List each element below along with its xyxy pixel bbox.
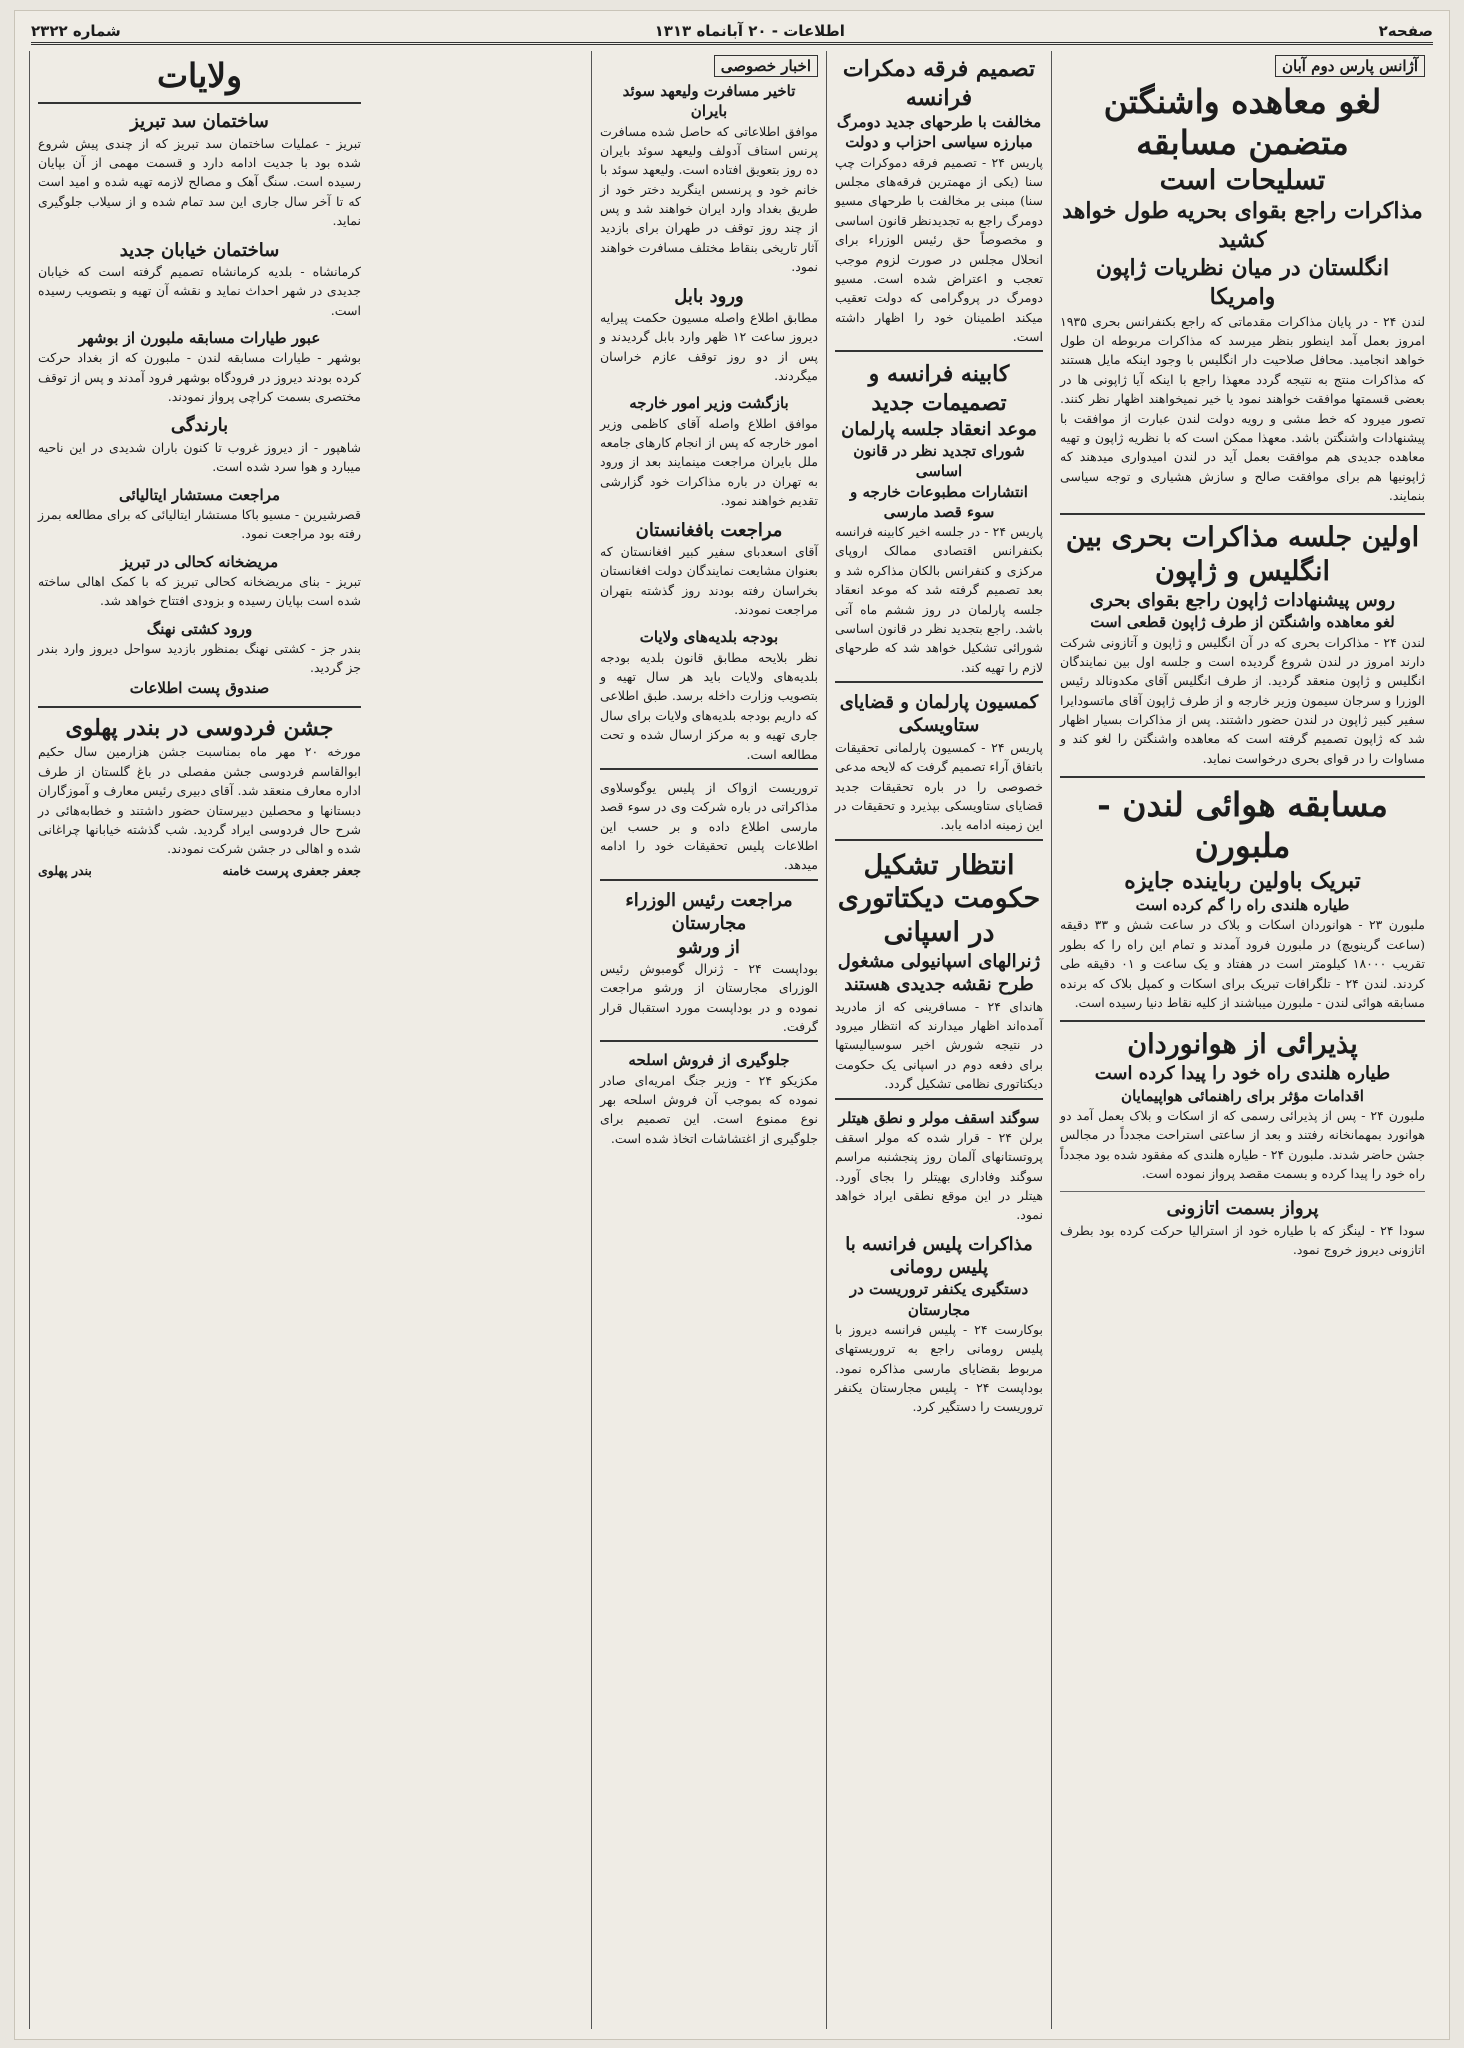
article-body: تروریست ازواک از پلیس یوگوسلاوی مذاکراتی در باره شرکت وی در سوء قصد مارسی اطلاع داده و بر حسب این اطلاعات پلیس تحقیقات خود را ادامه میدهد. (600, 779, 818, 873)
article-naval-talks (1060, 521, 1425, 768)
article-body: نظر بلایحه مطابق قانون بلدیه بودجه بلدیه‌های ولایات باید هر سال تهیه و بتصویب وزارت داخله برسد. طبق اطلاعی که داریم بودجه بلدیه‌های ولایات برای سال جاری تهیه و به مرکز ارسال شده و تحت مطالعه است. (600, 649, 818, 762)
article-aviator-reception (1060, 1028, 1425, 1183)
article-body: لندن ۲۴ - مذاکرات بحری که در آن انگلیس و ژاپون و آتازونی شرکت دارند امروز در لندن شروع گردیده است و جلسه اول بین نمایندگان انگلیس و ژاپون منعقد گردید. از طرف انگلیس آقای مکدونالد رئیس الوزرا و سرجان سیمون وزیر خارجه و از طرف ژاپون آقای ماتسودایرا سفیر کبیر ژاپون در لندن حضور داشتند. پس از مذاکرات بسیار اظهار شد که ژاپون تصمیم گرفته است که معاهده واشنگتن را لغو کند و مساوات را در قوای بحری درخواست نماید. (1060, 634, 1426, 766)
headline: مراجعت رئیس الوزراء مجارستان (625, 889, 793, 935)
article-body: موافق اطلاع واصله آقای کاظمی وزیر امور خارجه که پس از انجام کارهای جامعه ملل بایران مراجعت مینمایند بعد از ورود به تهران در باره مذاکرات خود گزارشی تقدیم خواهند نمود. (600, 415, 818, 509)
headline: ورود کشتی نهنگ (146, 619, 253, 638)
article-ship-nahang (38, 619, 361, 698)
headline: بازگشت وزیر امور خارجه (629, 394, 789, 413)
article-body: شاهپور - از دیروز غروب تا کنون باران شدیدی در این ناحیه میبارد و هوا سرد شده است. (38, 439, 361, 475)
subheadline: ژنرالهای اسپانیولی مشغول طرح نقشه جدیدی هستند (837, 950, 1041, 996)
article-rainfall (38, 414, 361, 476)
article-body: تبریز - بنای مریضخانه کحالی تبریز که با کمک اهالی ساخته شده است بپایان رسیده و بزودی افتتاح خواهد شد. (38, 573, 361, 609)
headline: تصمیم فرقه دمکرات فرانسه (842, 56, 1036, 111)
article-body: قصرشیرین - مسیو باکا مستشار ایتالیائی که برای مطالعه بمرز رفته بود مراجعت نمود. (38, 506, 361, 542)
signature (38, 863, 361, 878)
headline: سوگند اسقف مولر و نطق هیتلر (838, 1108, 1040, 1127)
column-1 (1051, 51, 1433, 2029)
author-location: بندر پهلوی (38, 862, 92, 878)
subheadline: انگلستان در میان نظریات ژاپون وامریکا (1095, 255, 1390, 311)
divider (38, 102, 361, 104)
column-2 (826, 51, 1051, 2029)
section-title: ولایات (156, 56, 243, 95)
article-body: لندن ۲۴ - در پایان مذاکرات مقدماتی که راجع بکنفرانس بحری ۱۹۳۵ امروز بعمل آمد اینطور بنظر میرسد که مذاکرات مربوطه ان طول خواهد انجامید. محافل صلاحیت دار انگلیس با وجود اینکه مایل هستند که مذاکرات منتج به نتیجه گردد معهذا راجع با اینکه آیا ژاپونی ها در بعضی قسمتها موافقت خواهند نمود یا خیر نمیخواهند اظهار نظر کنند. تصور میرود که خط مشی و رویه دولت لندن عبارت از موافقت با پیشنهادات واشنگتن باشد. معهذا ممکن است که با نظریه ژاپون و تهیه معاهده جدیدی هم موافقت بعمل آید در لندن امیدواری میدهند که ژاپونیها هم برای موافقت صالح و سازش هشیاری و توجه سیاسی بنمایند. (1060, 313, 1425, 503)
column-3 (591, 51, 826, 2029)
article-french-democrats (835, 55, 1043, 352)
headline: پرواز بسمت اتازونی (1166, 1198, 1319, 1220)
page-number: صفحه۲ (1378, 21, 1433, 40)
article-body: کرمانشاه - بلدیه کرمانشاه تصمیم گرفته است که خیابان جدیدی در شهر احداث نماید و نقشه آن تهیه و بتصویب رسیده است. (38, 263, 361, 318)
headline: مسابقه هوائی لندن - ملبورن (1097, 785, 1388, 866)
article-terrorist (600, 778, 818, 881)
article-body: ملبورن ۲۴ - پس از پذیرائی رسمی که از اسکات و بلاک بعمل آمد دو هوانورد بمهمانخانه رفتند و بعد از ساعتی استراحت مجدداً در مجالس جشن حاضر شدند. ملبورن ۲۴ - طیاره هلندی که مفقود شده بود مجدداً راه خود را پیدا کرده و بسمت مقصد پرواز نموده است. (1060, 1107, 1425, 1181)
subheadline: از ورشو (678, 936, 740, 958)
article-arrival-babol (600, 285, 818, 386)
subheadline: طیاره هلندی راه را گم کرده است (1135, 896, 1350, 915)
headline: مذاکرات پلیس فرانسه با پلیس رومانی (845, 1233, 1033, 1279)
headline: پذیرائی از هوانوردان (1127, 1029, 1358, 1061)
headline: مراجعت بافغانستان (635, 519, 783, 541)
headline: کمسیون پارلمان و قضایای ستاویسکی (839, 692, 1039, 737)
article-municipal-budgets (600, 627, 818, 770)
article-swedish-prince (600, 81, 818, 277)
headline: بارندگی (170, 415, 229, 437)
headline: ساختمان خیابان جدید (119, 239, 280, 261)
article-ferdowsi-festival (38, 714, 361, 878)
subheadline: شورای تجدید نظر در قانون اساسی (853, 442, 1025, 481)
subheadline: بایران (690, 102, 728, 121)
divider (1060, 776, 1425, 778)
article-body: بوکارست ۲۴ - پلیس فرانسه دیروز با پلیس رومانی راجع به تروریستهای مربوط بقضایای مارسی مذاکره نمود. بوداپست ۲۴ - پلیس مجارستان یکنفر تروریست را دستگیر کرد. (835, 1321, 1043, 1415)
headline: تاخیر مسافرت ولیعهد سوئد (622, 82, 796, 100)
headline: جلوگیری از فروش اسلحه (628, 1051, 790, 1070)
divider (1060, 1020, 1425, 1022)
divider (1060, 513, 1425, 515)
headline: بودجه بلدیه‌های ولایات (639, 628, 779, 647)
subheadline: موعد انعقاد جلسه پارلمان (841, 418, 1037, 440)
author-name: جعفر جعفری پرست خامنه (222, 862, 361, 878)
article-tabriz-dam (38, 110, 361, 230)
article-eye-hospital (38, 552, 361, 611)
article-body: تبریز - عملیات ساختمان سد تبریز که از چندی پیش شروع شده بود با جدیت ادامه دارد و قسمت مهمی از آن بپایان رسیده است. سنگ آهک و مصالح لازمه تهیه شده و امید است که تا آخر سال جاری این سد تمام شده و از سیلاب جلوگیری نماید. (38, 135, 361, 229)
article-body: مطابق اطلاع واصله مسیون حکمت پیرایه دیروز ساعت ۱۲ ظهر وارد بابل گردیدند و پس از دو روز توقف عازم خراسان میگردند. (600, 309, 818, 384)
article-stavisky (835, 691, 1043, 841)
article-body: بوشهر - طیارات مسابقه لندن - ملبورن که از بغداد حرکت کرده بودند دیروز در فرودگاه بوشهر فرود آمدند و پس از توقف مختصری بسمت کراچی پرواز نمودند. (38, 350, 361, 405)
article-washington-treaty (1060, 81, 1425, 505)
issue-date: اطلاعات - ۲۰ آبانماه ۱۳۱۳ (654, 21, 845, 40)
article-body: پاریس ۲۴ - کمسیون پارلمانی تحقیقات باتفاق آراء تصمیم گرفت که لایحه مدعی خصوصی را در باره تحقیقات جدید قضایای ستاویسکی بپذیرد و تحقیقات در این زمینه ادامه یابد. (835, 739, 1043, 833)
headline: لغو معاهده واشنگتن متضمن مسابقه (1103, 82, 1382, 163)
article-flight-usa (1060, 1197, 1425, 1259)
columns (31, 51, 1433, 2029)
article-body: برلن ۲۴ - قرار شده که مولر اسقف پروتستانهای آلمان روز پنجشنبه مراسم سوگند وفاداری بهیتلر را بجای آورد. هیتلر در این موقع نطقی ایراد خواهد نمود. (835, 1129, 1043, 1223)
article-police-romania (835, 1233, 1043, 1417)
divider (1060, 1191, 1425, 1192)
subheadline: لغو معاهده واشنگتن از طرف ژاپون قطعی است (1090, 613, 1395, 632)
subheadline: دستگیری یکنفر تروریست در مجارستان (849, 1280, 1029, 1319)
article-afghanistan (600, 519, 818, 620)
article-body: سودا ۲۴ - لینگز که با طیاره خود از استرالیا حرکت کرده بود بطرف اتازونی دیروز خروج نمود. (1060, 1222, 1425, 1258)
article-body: پاریس ۲۴ - در جلسه اخیر کابینه فرانسه بکنفرانس اقتصادی ممالک اروپای مرکزی و کنفرانس بالکان مذاکره شد و بعد تصمیم گرفته شد که موعد انعقاد جلسه پارلمان در روز ششم ماه آتی باشد. راجع بتجدید نظر در قانون اساسی شورائی تشکیل خواهد شد که طرحهای لازم را تهیه کند. (835, 524, 1043, 675)
subheadline: مبارزه سیاسی احزاب و دولت (845, 133, 1033, 152)
column-4 (29, 51, 369, 2029)
article-body: ملبورن ۲۳ - هوانوردان اسکات و بلاک در ساعت شش و ۳۳ دقیقه (ساعت گرینویچ) در ملبورن فرود آمدند و تمام این راه را که بطور تقریب ۱۸۰۰۰ کیلومتر است در هفتاد و یک ساعت و ۰۱ دقیقه طی کردند. لندن ۲۴ - تلگرافات تبریک برای اسکات و کمپل بلاک که برنده مسابقه هوائی لندن - ملبورن میباشند از کلیه نقاط دنیا رسیده است. (1060, 917, 1426, 1010)
article-air-race (1060, 784, 1425, 1012)
headline: عبور طیارات مسابقه ملبورن از بوشهر (78, 329, 321, 348)
headline: انتظار تشکیل حکومت دیکتاتوری در اسپانی (837, 849, 1041, 949)
subheadline: روس پیشنهادات ژاپون راجع بقوای بحری (1089, 589, 1396, 611)
masthead (31, 19, 1433, 45)
issue-number: شماره ۲۳۲۲ (31, 21, 121, 40)
subheadline: تسلیحات است (1159, 164, 1326, 196)
agency-tag: آژانس پارس دوم آبان (1275, 55, 1425, 77)
headline: مراجعت مستشار ایتالیائی (118, 485, 281, 504)
mailbox-label: صندوق پست اطلاعات (129, 678, 270, 697)
article-body: مکزیکو ۲۴ - وزیر جنگ امریه‌ای صادر نموده که بموجب آن فروش اسلحه بهر نوع ممنوع است. این تصمیم برای جلوگیری از اغتشاشات اتخاذ شده است. (600, 1072, 818, 1146)
article-foreign-minister (600, 393, 818, 510)
article-body: پاریس ۲۴ - تصمیم فرقه دموکرات چپ سنا (یکی از مهمترین فرقه‌های مجلس سنا) مبنی بر مخالفت با طرحهای مسیو دومرگ راجع به تجدیدنظر قانون اساسی و مخصوصاً حق رئیس الوزراء برای انحلال مجلس در صورت لزوم موجب تعجب و اعتراض شده است. مسیو دومرگ در پروگرامی که دولت تعقیب میکند اطمینان خود را اظهار داشته است. (835, 154, 1043, 345)
article-body: بوداپست ۲۴ - ژنرال گومبوش رئیس الوزرای مجارستان از ورشو مراجعت نموده و در بوداپست مورد استقبال قرار گرفت. (600, 960, 818, 1035)
article-bishop-muller (835, 1108, 1043, 1225)
subheadline: اقدامات مؤثر برای راهنمائی هواپیمایان (1121, 1086, 1364, 1105)
headline: مریضخانه کحالی در تبریز (120, 552, 279, 571)
article-body: مورخه ۲۰ مهر ماه بمناسبت جشن هزارمین سال حکیم ابوالقاسم فردوسی جشن مفصلی در باغ گلستان از طرف اداره معارف منعقد شد. آقای دبیری رئیس معارف و آموزگاران دبستانها و محصلین دبیرستان حضور داشتند و خطابه‌هائی در شرح حال فردوسی ایراد گردید. شب گذشته خیابانها چراغانی شده و اهالی در جشن شرکت نمودند. (38, 744, 361, 857)
newspaper-page (14, 10, 1450, 2040)
divider (38, 706, 361, 708)
headline: ورود بابل (674, 285, 744, 307)
headline: اولین جلسه مذاکرات بحری بین انگلیس و ژاپون (1065, 522, 1420, 588)
subheadline: مذاکرات راجع بقوای بحریه طول خواهد کشید (1062, 198, 1423, 253)
article-body: بندر جز - کشتی نهنگ بمنظور بازدید سواحل دیروز وارد بندر جز گردید. (38, 640, 361, 676)
headline: ساختمان سد تبریز (130, 111, 269, 133)
article-hungary-pm (600, 889, 818, 1043)
article-new-street (38, 239, 361, 321)
article-body: هاندای ۲۴ - مسافرینی که از مادرید آمده‌اند اظهار میدارند که انتظار میرود در نتیجه شورش اخیر سوسیالیستها برای دفعه دوم در اسپانی یک حکومت دیکتاتوری نظامی تشکیل گردد. (835, 998, 1043, 1092)
article-arms-sales (600, 1050, 818, 1148)
article-bushehr-planes (38, 328, 361, 406)
article-italian-advisor (38, 485, 361, 544)
subheadline: مخالفت با طرحهای جدید دومرگ (836, 113, 1042, 132)
subheadline: انتشارات مطبوعات خارجه و سوء قصد مارسی (850, 482, 1028, 521)
subheadline: طیاره هلندی راه خود را پیدا کرده است (1094, 1063, 1391, 1085)
article-body: آقای اسعدبای سفیر کبیر افغانستان که بعنوان مشایعت نمایندگان دولت افغانستان بخراسان رفته بودند روز گذشته بتهران مراجعت نمودند. (600, 543, 818, 618)
headline: جشن فردوسی در بندر پهلوی (65, 714, 334, 741)
article-body: موافق اطلاعاتی که حاصل شده مسافرت پرنس استاف آدولف ولیعهد سوئد بایران ده روز بتعویق افتاده است. ولیعهد سوئد با خانم خود و پرنسس اینگرید دختر خود از طریق بغداد وارد ایران خواهند شد و پس از چند روز توقف در طهران برای بازدید آثار تاریخی بنقاط مختلف مسافرت خواهند نمود. (600, 123, 818, 275)
section-tag: اخبار خصوصی (714, 55, 818, 77)
headline: کابینه فرانسه و تصمیمات جدید (868, 361, 1010, 417)
article-spain-dictatorship (835, 849, 1043, 1100)
article-french-cabinet (835, 360, 1043, 683)
subheadline: تبریک باولین رباینده جایزه (1124, 867, 1361, 894)
